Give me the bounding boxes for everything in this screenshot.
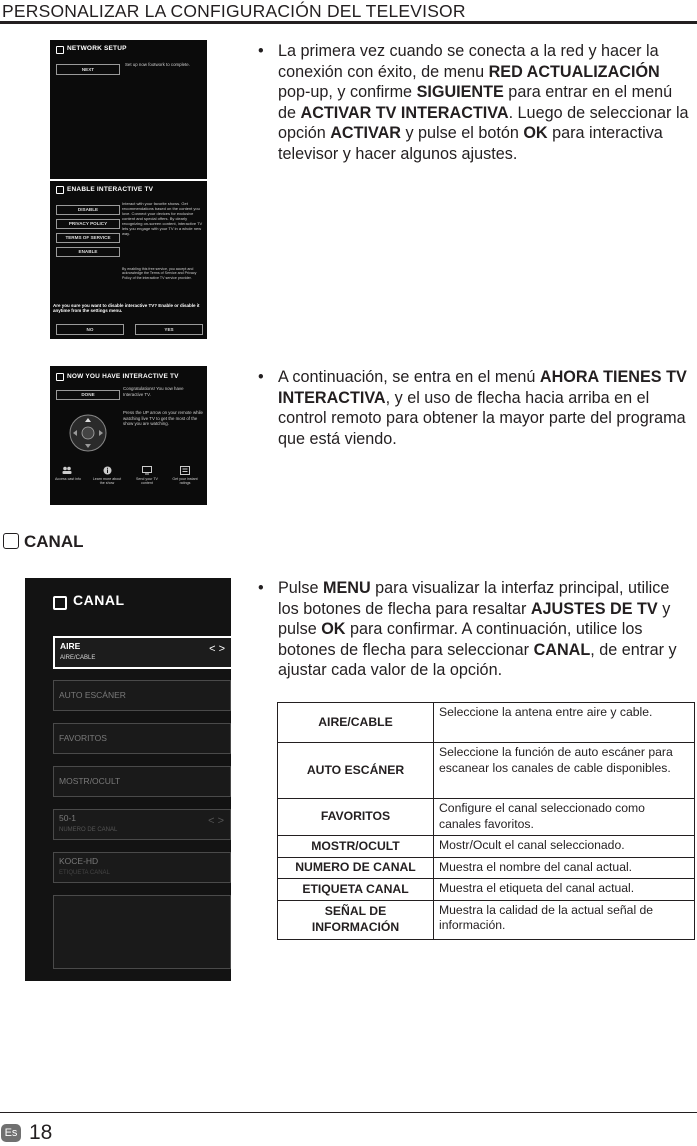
canal-item-auto-escaner [53, 680, 231, 711]
table-row [278, 900, 695, 939]
icon-caption-4: Get your instant ratings [172, 477, 198, 486]
canal-options-table [277, 702, 695, 940]
text-run: La primera vez cuando se conecta a la red y hacer la conexión con éxito, de menu [278, 42, 659, 81]
icon-caption-3: Send your TV content [136, 477, 158, 486]
text-run: y pulse [278, 599, 671, 639]
table-key: MOSTR/OCULT [278, 836, 434, 858]
left-right-arrows-icon: < > [209, 643, 225, 655]
table-value: Configure el canal seleccionado como canales favoritos. [434, 799, 695, 836]
bold-run: AHORA TIENES TV INTERACTIVA [278, 368, 687, 407]
icon-caption-1: Access cast info [55, 477, 81, 481]
now-interactive-screenshot [50, 366, 207, 505]
enable-button: ENABLE [56, 247, 120, 257]
canal-item-favoritos [53, 723, 231, 754]
canal-menu-screenshot [25, 578, 231, 981]
canal-item-label: 50-1 [59, 813, 77, 823]
table-row [278, 703, 695, 743]
canal-item-label: FAVORITOS [59, 733, 107, 743]
canal-item-mostr-ocult [53, 766, 231, 797]
table-row [278, 879, 695, 901]
bold-run: RED ACTUALIZACIÓN [488, 62, 660, 81]
text-run: A continuación, se entra en el menú [278, 368, 540, 386]
table-key: FAVORITOS [278, 799, 434, 836]
now-interactive-text1: Congratulations! You now have Interactive TV. [123, 386, 184, 397]
bold-run: OK [523, 124, 548, 143]
no-button: NO [56, 324, 124, 335]
table-row [278, 857, 695, 879]
canal-item-label: MOSTR/OCULT [59, 776, 121, 786]
canal-item-aire [53, 636, 233, 669]
disable-button: DISABLE [56, 205, 120, 215]
text-run: y pulse el botón [400, 124, 524, 143]
canal-item-sub: ETIQUETA CANAL [59, 870, 110, 876]
network-setup-text: Set up now footwork to complete. [125, 62, 190, 67]
text-run: pop-up, y confirme [278, 83, 417, 102]
table-key: ETIQUETA CANAL [278, 879, 434, 901]
table-value: Muestra el nombre del canal actual. [434, 857, 695, 879]
text-run: Pulse [278, 579, 323, 597]
enable-interactive-text: Interact with your favorite shows. Get recommendations based on the content you love. Connect your devices for exclusive content and special offers. By clearly recognizing on-screen content, interactive TV lets you engage with your TV in a whole new way. [122, 201, 203, 236]
next-button: NEXT [56, 64, 120, 75]
bold-run: OK [321, 620, 346, 639]
enable-interactive-legal: By enabling this free service, you accept and acknowledge the Terms of Service and Privacy Policy of the interactive TV service provider. [122, 267, 197, 280]
text-run: para visualizar la interfaz principal, utilice los botones de flecha para resaltar [278, 579, 670, 618]
disable-prompt: Are you sure you want to disable interactive TV? Enable or disable it anytime from the settings menu. [53, 303, 200, 314]
bullet: • [258, 368, 264, 386]
info-icon [103, 466, 112, 475]
table-key: AUTO ESCÁNER [278, 743, 434, 799]
now-interactive-title: NOW YOU HAVE INTERACTIVE TV [67, 373, 179, 380]
table-row [278, 799, 695, 836]
remote-dpad-icon [68, 413, 108, 453]
done-button: DONE [56, 390, 120, 400]
table-value: Muestra la calidad de la actual señal de información. [434, 900, 695, 939]
text-run: , y el uso de flecha hacia arriba en el control remoto para obtener la mayor parte del programa que está viendo. [278, 388, 686, 448]
checkbox-icon [53, 596, 67, 610]
canal-item-numero [53, 809, 231, 840]
privacy-policy-button: PRIVACY POLICY [56, 219, 120, 229]
table-key: NUMERO DE CANAL [278, 857, 434, 879]
table-value: Mostr/Ocult el canal seleccionado. [434, 836, 695, 858]
canal-item-label: AUTO ESCÁNER [59, 690, 126, 700]
table-value: Muestra el etiqueta del canal actual. [434, 879, 695, 901]
table-value: Seleccione la antena entre aire y cable. [434, 703, 695, 743]
text-run: . Luego de seleccionar la opción [278, 103, 689, 143]
paragraph-canal [258, 578, 692, 681]
text-run: , de entrar y ajustar cada valor de la opción. [278, 640, 677, 680]
table-row [278, 836, 695, 858]
canal-item-label: AIRE [60, 641, 81, 651]
table-value: Seleccione la función de auto escáner para escanear los canales de cable disponibles. [434, 743, 695, 799]
table-key: AIRE/CABLE [278, 703, 434, 743]
bullet: • [258, 579, 264, 597]
icon-caption-2: Learn more about the show [92, 477, 122, 486]
enable-interactive-title: ENABLE INTERACTIVE TV [67, 186, 154, 193]
section-heading-canal [3, 532, 84, 552]
section-heading-text: CANAL [24, 532, 84, 551]
bold-run: ACTIVAR TV INTERACTIVA [300, 103, 509, 122]
page-number: 18 [29, 1121, 53, 1144]
canal-item-etiqueta [53, 852, 231, 883]
bold-run: MENU [323, 579, 371, 597]
terms-of-service-button: TERMS OF SERVICE [56, 233, 120, 243]
bold-run: SIGUIENTE [416, 83, 504, 102]
now-interactive-text2: Press the UP arrow on your remote while watching live TV to get the most of the show you are watching. [123, 410, 203, 427]
left-right-arrows-icon: < > [208, 815, 224, 827]
network-setup-screenshot [50, 40, 207, 179]
canal-item-empty [53, 895, 231, 969]
canal-menu-title: CANAL [73, 592, 125, 608]
yes-button: YES [135, 324, 203, 335]
checkbox-icon [3, 533, 19, 549]
bold-run: AJUSTES DE TV [530, 599, 658, 618]
bullet: • [258, 42, 264, 60]
network-setup-title: NETWORK SETUP [67, 45, 127, 52]
paragraph-network-setup [258, 41, 692, 165]
header-rule [0, 21, 697, 24]
table-key: SEÑAL DE INFORMACIÓN [278, 900, 434, 939]
canal-item-sub: NUMERO DE CANAL [59, 827, 118, 833]
ratings-icon [180, 466, 190, 475]
canal-item-label: KOCE-HD [59, 856, 99, 866]
text-run: para entrar en el menú de [278, 83, 673, 122]
page-header-title: PERSONALIZAR LA CONFIGURACIÓN DEL TELEVISOR [2, 1, 466, 21]
text-run: para confirmar. A continuación, utilice los botones de flecha para seleccionar [278, 620, 643, 659]
people-icon [62, 466, 72, 474]
canal-item-sub: AIRE/CABLE [60, 655, 96, 661]
tv-send-icon [142, 466, 152, 475]
bold-run: ACTIVAR [330, 124, 401, 143]
enable-interactive-screenshot [50, 181, 207, 339]
paragraph-interactive-tv [258, 367, 692, 449]
text-run: para interactiva televisor y hacer algunos ajustes. [278, 124, 663, 163]
footer-rule [0, 1112, 697, 1113]
table-row [278, 743, 695, 799]
bold-run: CANAL [533, 640, 591, 659]
language-badge: Es [1, 1124, 21, 1142]
